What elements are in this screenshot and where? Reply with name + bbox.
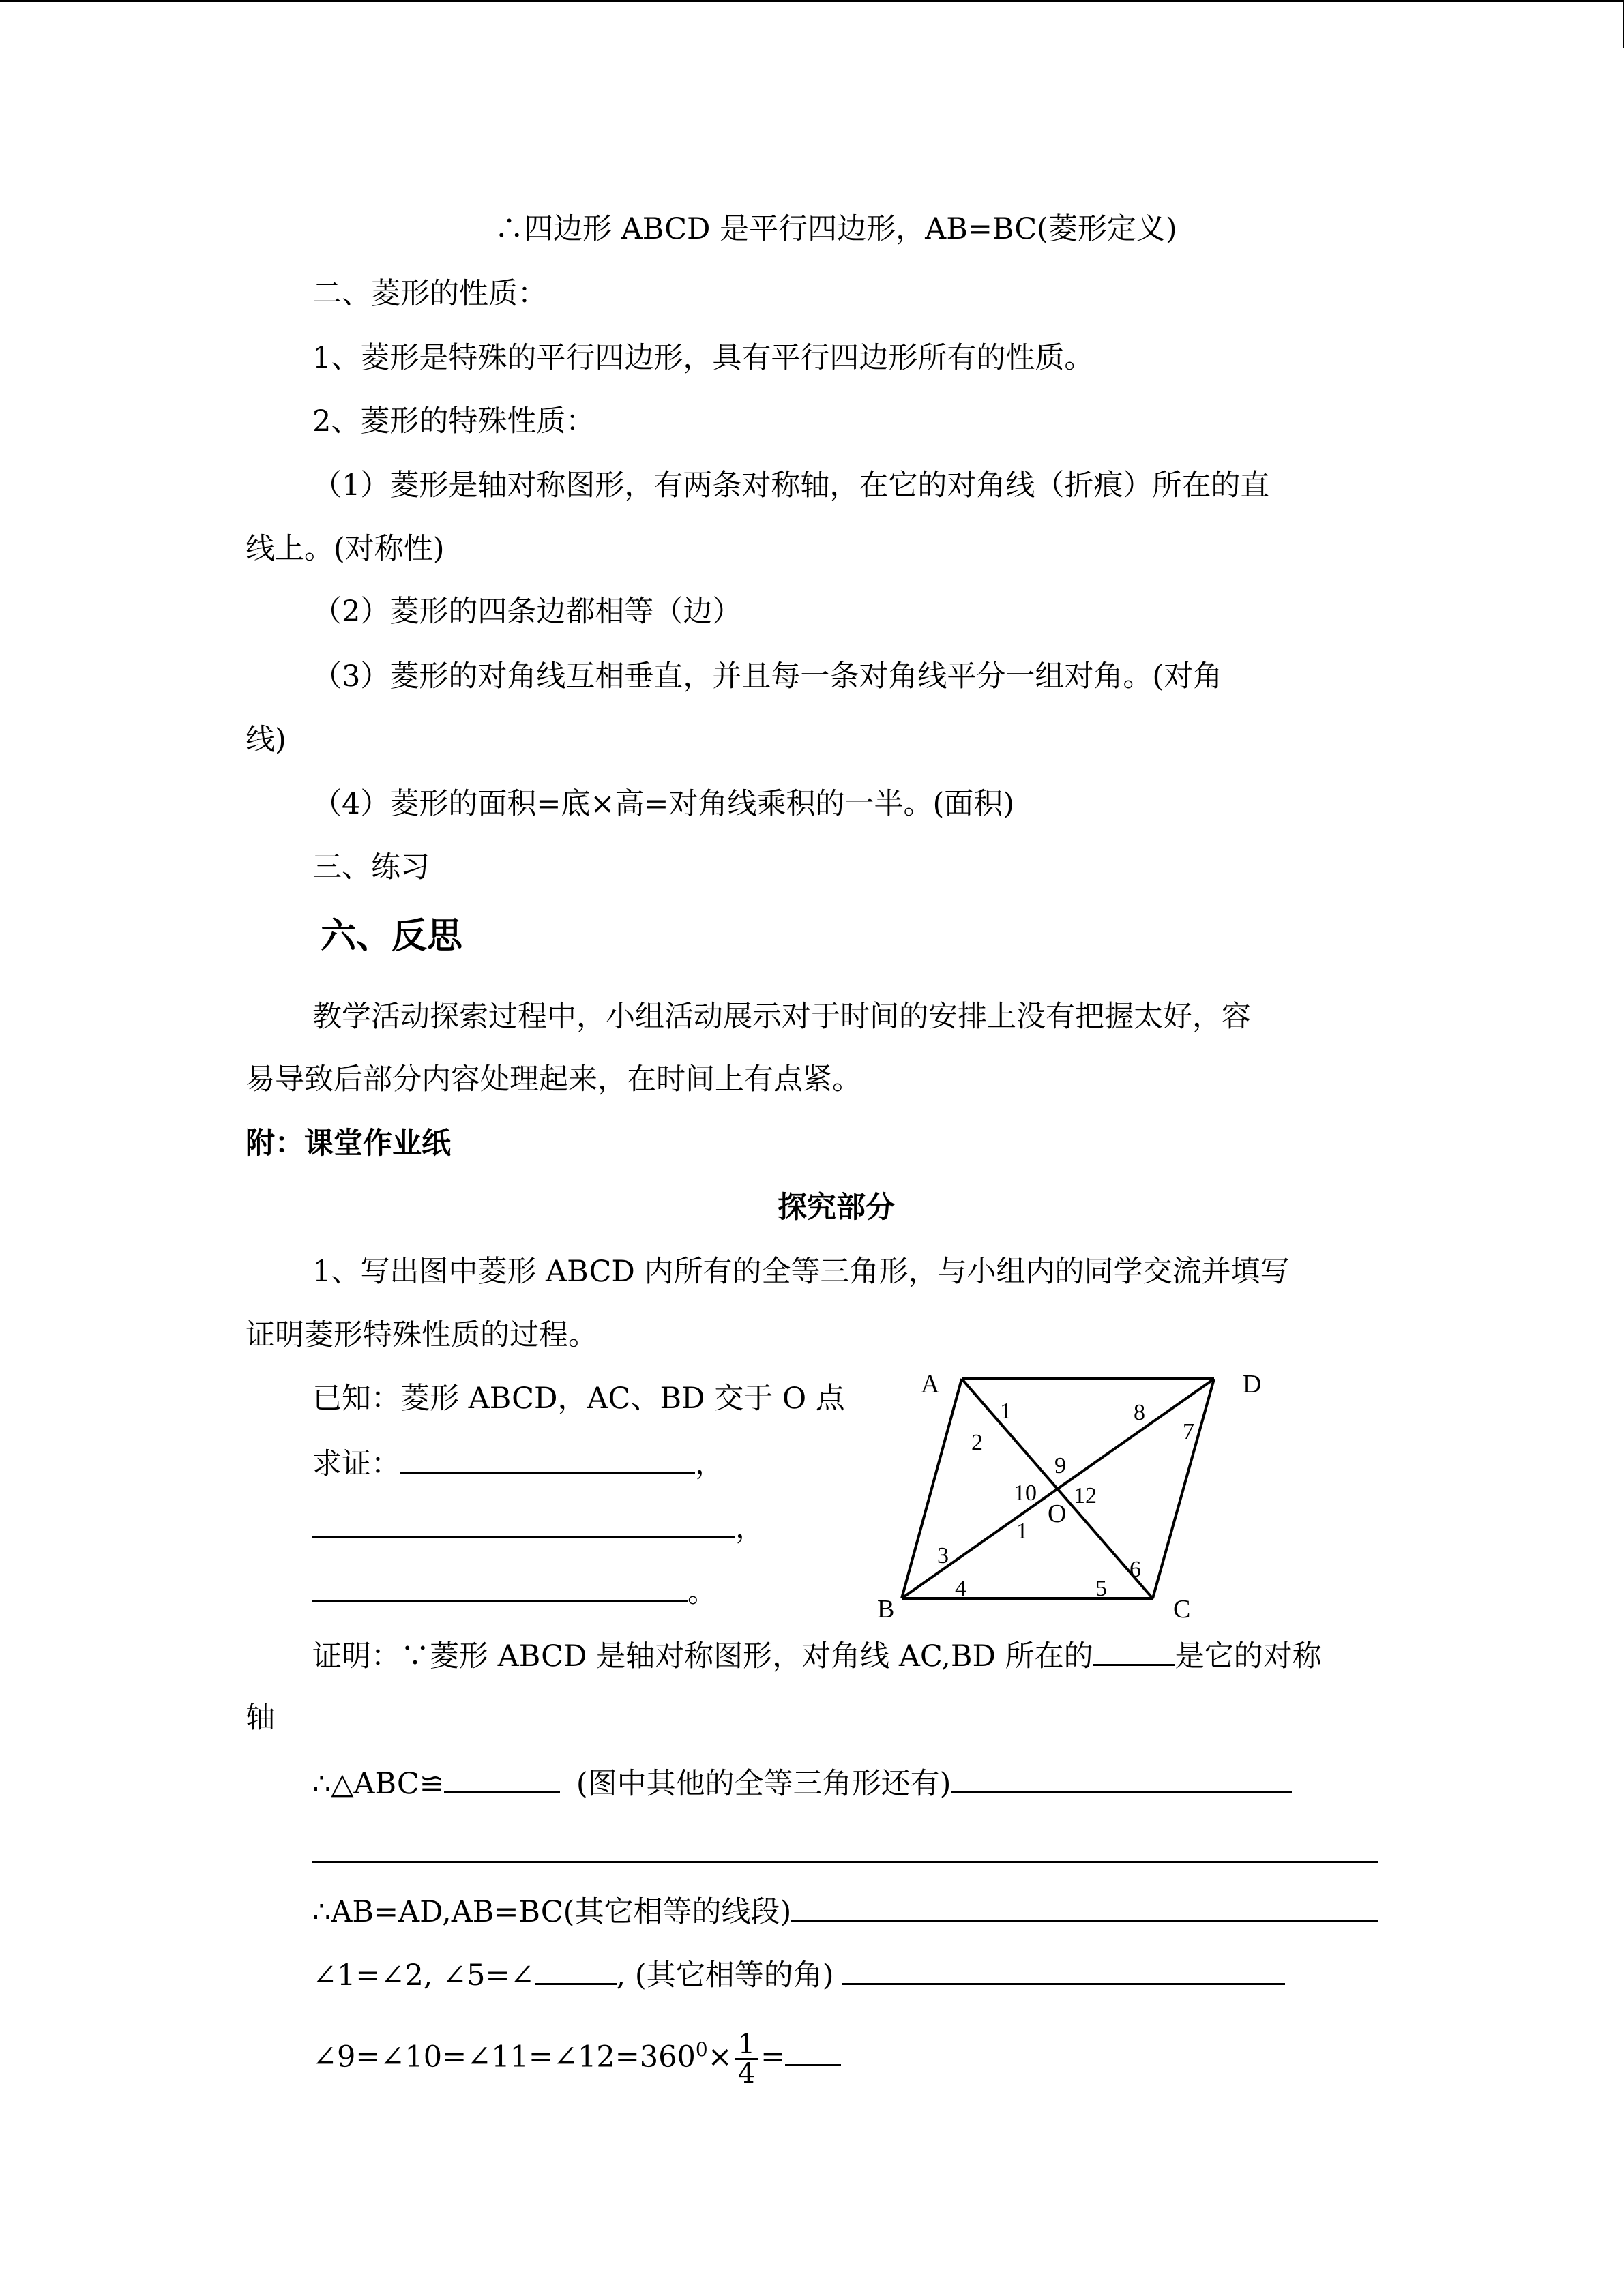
side-dc xyxy=(1153,1379,1214,1598)
heading-properties: 二、菱形的性质： xyxy=(312,277,547,311)
text-line-property-1: 1、菱形是特殊的平行四边形，具有平行四边形所有的性质。 xyxy=(312,341,1094,375)
fraction-denominator: 4 xyxy=(737,2057,756,2089)
vertex-label-c: C xyxy=(1173,1595,1191,1623)
text-line-symmetry-cont: 线上。(对称性) xyxy=(246,532,445,566)
answer-line-congruent[interactable] xyxy=(312,1861,1378,1863)
text-line-diagonals-cont: 线) xyxy=(246,723,286,757)
angle-label-4: 4 xyxy=(955,1576,966,1601)
angles-blank-2[interactable] xyxy=(842,1953,1285,1985)
text-line-prove-3 xyxy=(312,1570,717,1613)
fraction-numerator: 1 xyxy=(735,2031,758,2060)
prove-period: 。 xyxy=(688,1575,717,1609)
text-line-reflection: 教学活动探索过程中，小组活动展示对于时间的安排上没有把握太好，容 xyxy=(312,1000,1251,1034)
angle-label-11: 1 xyxy=(1016,1519,1028,1544)
segments-blank[interactable] xyxy=(791,1890,1378,1922)
text-line-sides: （2）菱形的四条边都相等（边） xyxy=(312,595,742,629)
text-line-property-2: 2、菱形的特殊性质： xyxy=(312,404,595,438)
text-line-symmetry: （1）菱形是轴对称图形，有两条对称轴，在它的对角线（折痕）所在的直 xyxy=(312,468,1270,503)
text-line-right-angles xyxy=(312,2023,841,2087)
fraction-one-quarter xyxy=(735,2028,758,2089)
segments-text: ∴AB=AD,AB=BC(其它相等的线段) xyxy=(312,1895,792,1929)
page-top-border xyxy=(0,0,1624,2)
text-line-prove-2 xyxy=(312,1506,765,1549)
congruent-text-a: ∴△ABC≌ xyxy=(312,1767,444,1801)
heading-appendix: 附：课堂作业纸 xyxy=(246,1127,451,1161)
prove-blank-2[interactable] xyxy=(312,1506,735,1538)
text-line-conclusion: ∴四边形 ABCD 是平行四边形，AB=BC(菱形定义) xyxy=(494,212,1177,246)
angle-label-1: 1 xyxy=(1000,1399,1012,1424)
degree-superscript: 0 xyxy=(695,2038,708,2061)
right-angles-blank[interactable] xyxy=(785,2034,841,2066)
proof-text-a: 证明：∵菱形 ABCD 是轴对称图形，对角线 AC,BD 所在的 xyxy=(312,1639,1093,1673)
congruent-blank-1[interactable] xyxy=(444,1761,560,1793)
vertex-label-b: B xyxy=(877,1595,895,1623)
right-angles-text: ∠9=∠10=∠11=∠12=360 xyxy=(312,2040,696,2074)
equals-sign: = xyxy=(761,2040,786,2074)
angle-label-2: 2 xyxy=(971,1430,983,1455)
angles-blank-1[interactable] xyxy=(535,1953,617,1985)
prove-blank-1[interactable] xyxy=(400,1442,695,1474)
prove-comma-1: ， xyxy=(695,1447,724,1481)
congruent-blank-2[interactable] xyxy=(951,1761,1292,1793)
angles-text-a: ∠1=∠2, ∠5=∠ xyxy=(312,1958,535,1993)
text-line-proof-cont: 轴 xyxy=(246,1701,275,1735)
text-line-equal-segments xyxy=(312,1890,1378,1933)
text-line-given: 已知：菱形 ABCD，AC、BD 交于 O 点 xyxy=(312,1382,845,1416)
center-label-o: O xyxy=(1048,1500,1067,1528)
text-line-reflection-cont: 易导致后部分内容处理起来，在时间上有点紧。 xyxy=(246,1062,861,1097)
vertex-label-d: D xyxy=(1243,1370,1262,1399)
side-ba xyxy=(902,1379,962,1598)
text-line-area: （4）菱形的面积=底×高=对角线乘积的一半。(面积) xyxy=(312,787,1014,821)
text-line-equal-angles xyxy=(312,1953,1285,1996)
angle-label-10: 10 xyxy=(1014,1480,1037,1506)
prove-label: 求证： xyxy=(312,1447,400,1481)
heading-explore: 探究部分 xyxy=(778,1191,895,1225)
angle-label-5: 5 xyxy=(1095,1576,1107,1601)
angle-label-12: 12 xyxy=(1074,1483,1097,1508)
prove-comma-2: ， xyxy=(735,1511,765,1545)
text-line-congruent xyxy=(312,1761,1292,1804)
angle-label-3: 3 xyxy=(937,1543,949,1568)
proof-blank-axis[interactable] xyxy=(1093,1634,1175,1666)
angle-label-9: 9 xyxy=(1054,1453,1066,1478)
prove-blank-3[interactable] xyxy=(312,1570,688,1602)
angles-text-b: , (其它相等的角) xyxy=(616,1958,834,1993)
text-line-diagonals: （3）菱形的对角线互相垂直，并且每一条对角线平分一组对角。(对角 xyxy=(312,659,1223,694)
angle-label-7: 7 xyxy=(1183,1419,1194,1444)
rhombus-figure xyxy=(853,1364,1289,1623)
text-line-prove xyxy=(312,1442,724,1485)
text-line-question-1-cont: 证明菱形特殊性质的过程。 xyxy=(246,1318,597,1352)
angle-label-6: 6 xyxy=(1130,1557,1141,1582)
proof-text-b: 是它的对称 xyxy=(1175,1639,1322,1673)
vertex-label-a: A xyxy=(921,1370,940,1399)
text-line-question-1: 1、写出图中菱形 ABCD 内所有的全等三角形，与小组内的同学交流并填写 xyxy=(312,1255,1290,1289)
heading-practice: 三、练习 xyxy=(312,850,430,884)
times-sign: × xyxy=(707,2040,733,2074)
text-line-proof xyxy=(312,1634,1322,1677)
angle-label-8: 8 xyxy=(1134,1400,1145,1425)
congruent-text-b: (图中其他的全等三角形还有) xyxy=(576,1767,951,1801)
heading-reflection: 六、反思 xyxy=(321,916,463,957)
